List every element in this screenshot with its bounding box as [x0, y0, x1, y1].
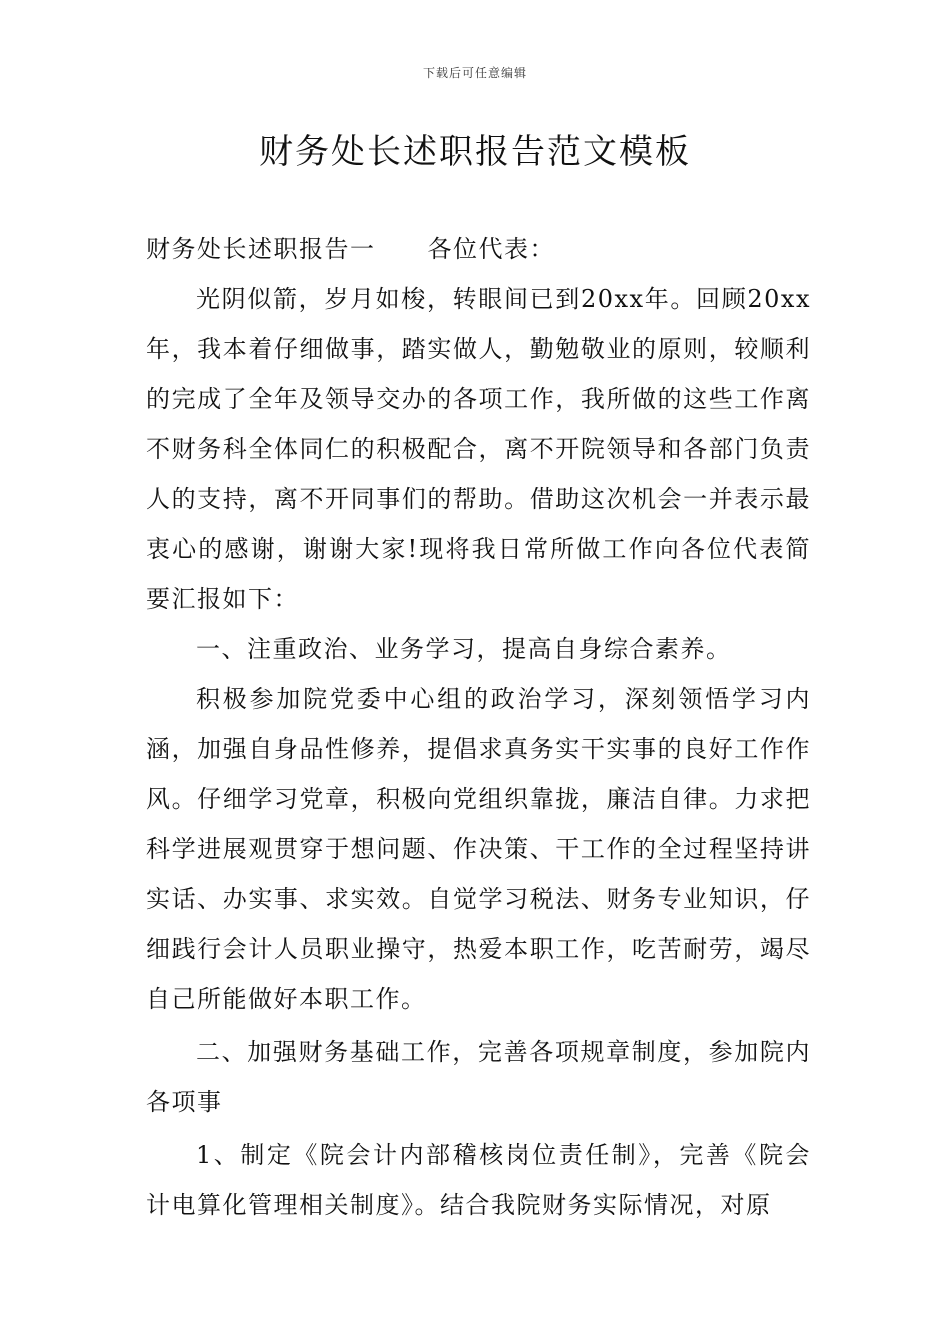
opening-heading: 财务处长述职报告一 — [146, 235, 376, 263]
header-note: 下载后可任意编辑 — [422, 66, 527, 80]
document-title: 财务处长述职报告范文模板 — [259, 132, 691, 172]
section-heading-2: 二、加强财务基础工作，完善各项规章制度，参加院内各项事 — [146, 1038, 811, 1116]
paragraph-section-1: 积极参加院党委中心组的政治学习，深刻领悟学习内涵，加强自身品性修养，提倡求真务实干实事的良好工作作风。仔细学习党章，积极向党组织靠拢，廉洁自律。力求把科学进展观贯穿于想问题、作决策、干工作的全过程坚持讲实话、办实事、求实效。自觉学习税法、财务专业知识，仔细践行会计人员职业操守，热爱本职工作，吃苦耐劳，竭尽自己所能做好本职工作。 — [146, 685, 811, 1013]
paragraph-item-1: 1、制定《院会计内部稽核岗位责任制》，完善《院会计电算化管理相关制度》。结合我院财务实际情况，对原 — [146, 1141, 811, 1219]
opening-line — [146, 224, 811, 274]
document-body — [146, 224, 811, 1230]
paragraph-intro: 光阴似箭，岁月如梭，转眼间已到20xx年。回顾20xx年，我本着仔细做事，踏实做人，勤勉敬业的原则，较顺利的完成了全年及领导交办的各项工作，我所做的这些工作离不财务科全体同仁的积极配合，离不开院领导和各部门负责人的支持，离不开同事们的帮助。借助这次机会一并表示最衷心的感谢，谢谢大家!现将我日常所做工作向各位代表简要汇报如下： — [146, 285, 811, 613]
salutation: 各位代表： — [427, 235, 555, 263]
section-heading-1: 一、注重政治、业务学习，提高自身综合素养。 — [196, 635, 732, 663]
